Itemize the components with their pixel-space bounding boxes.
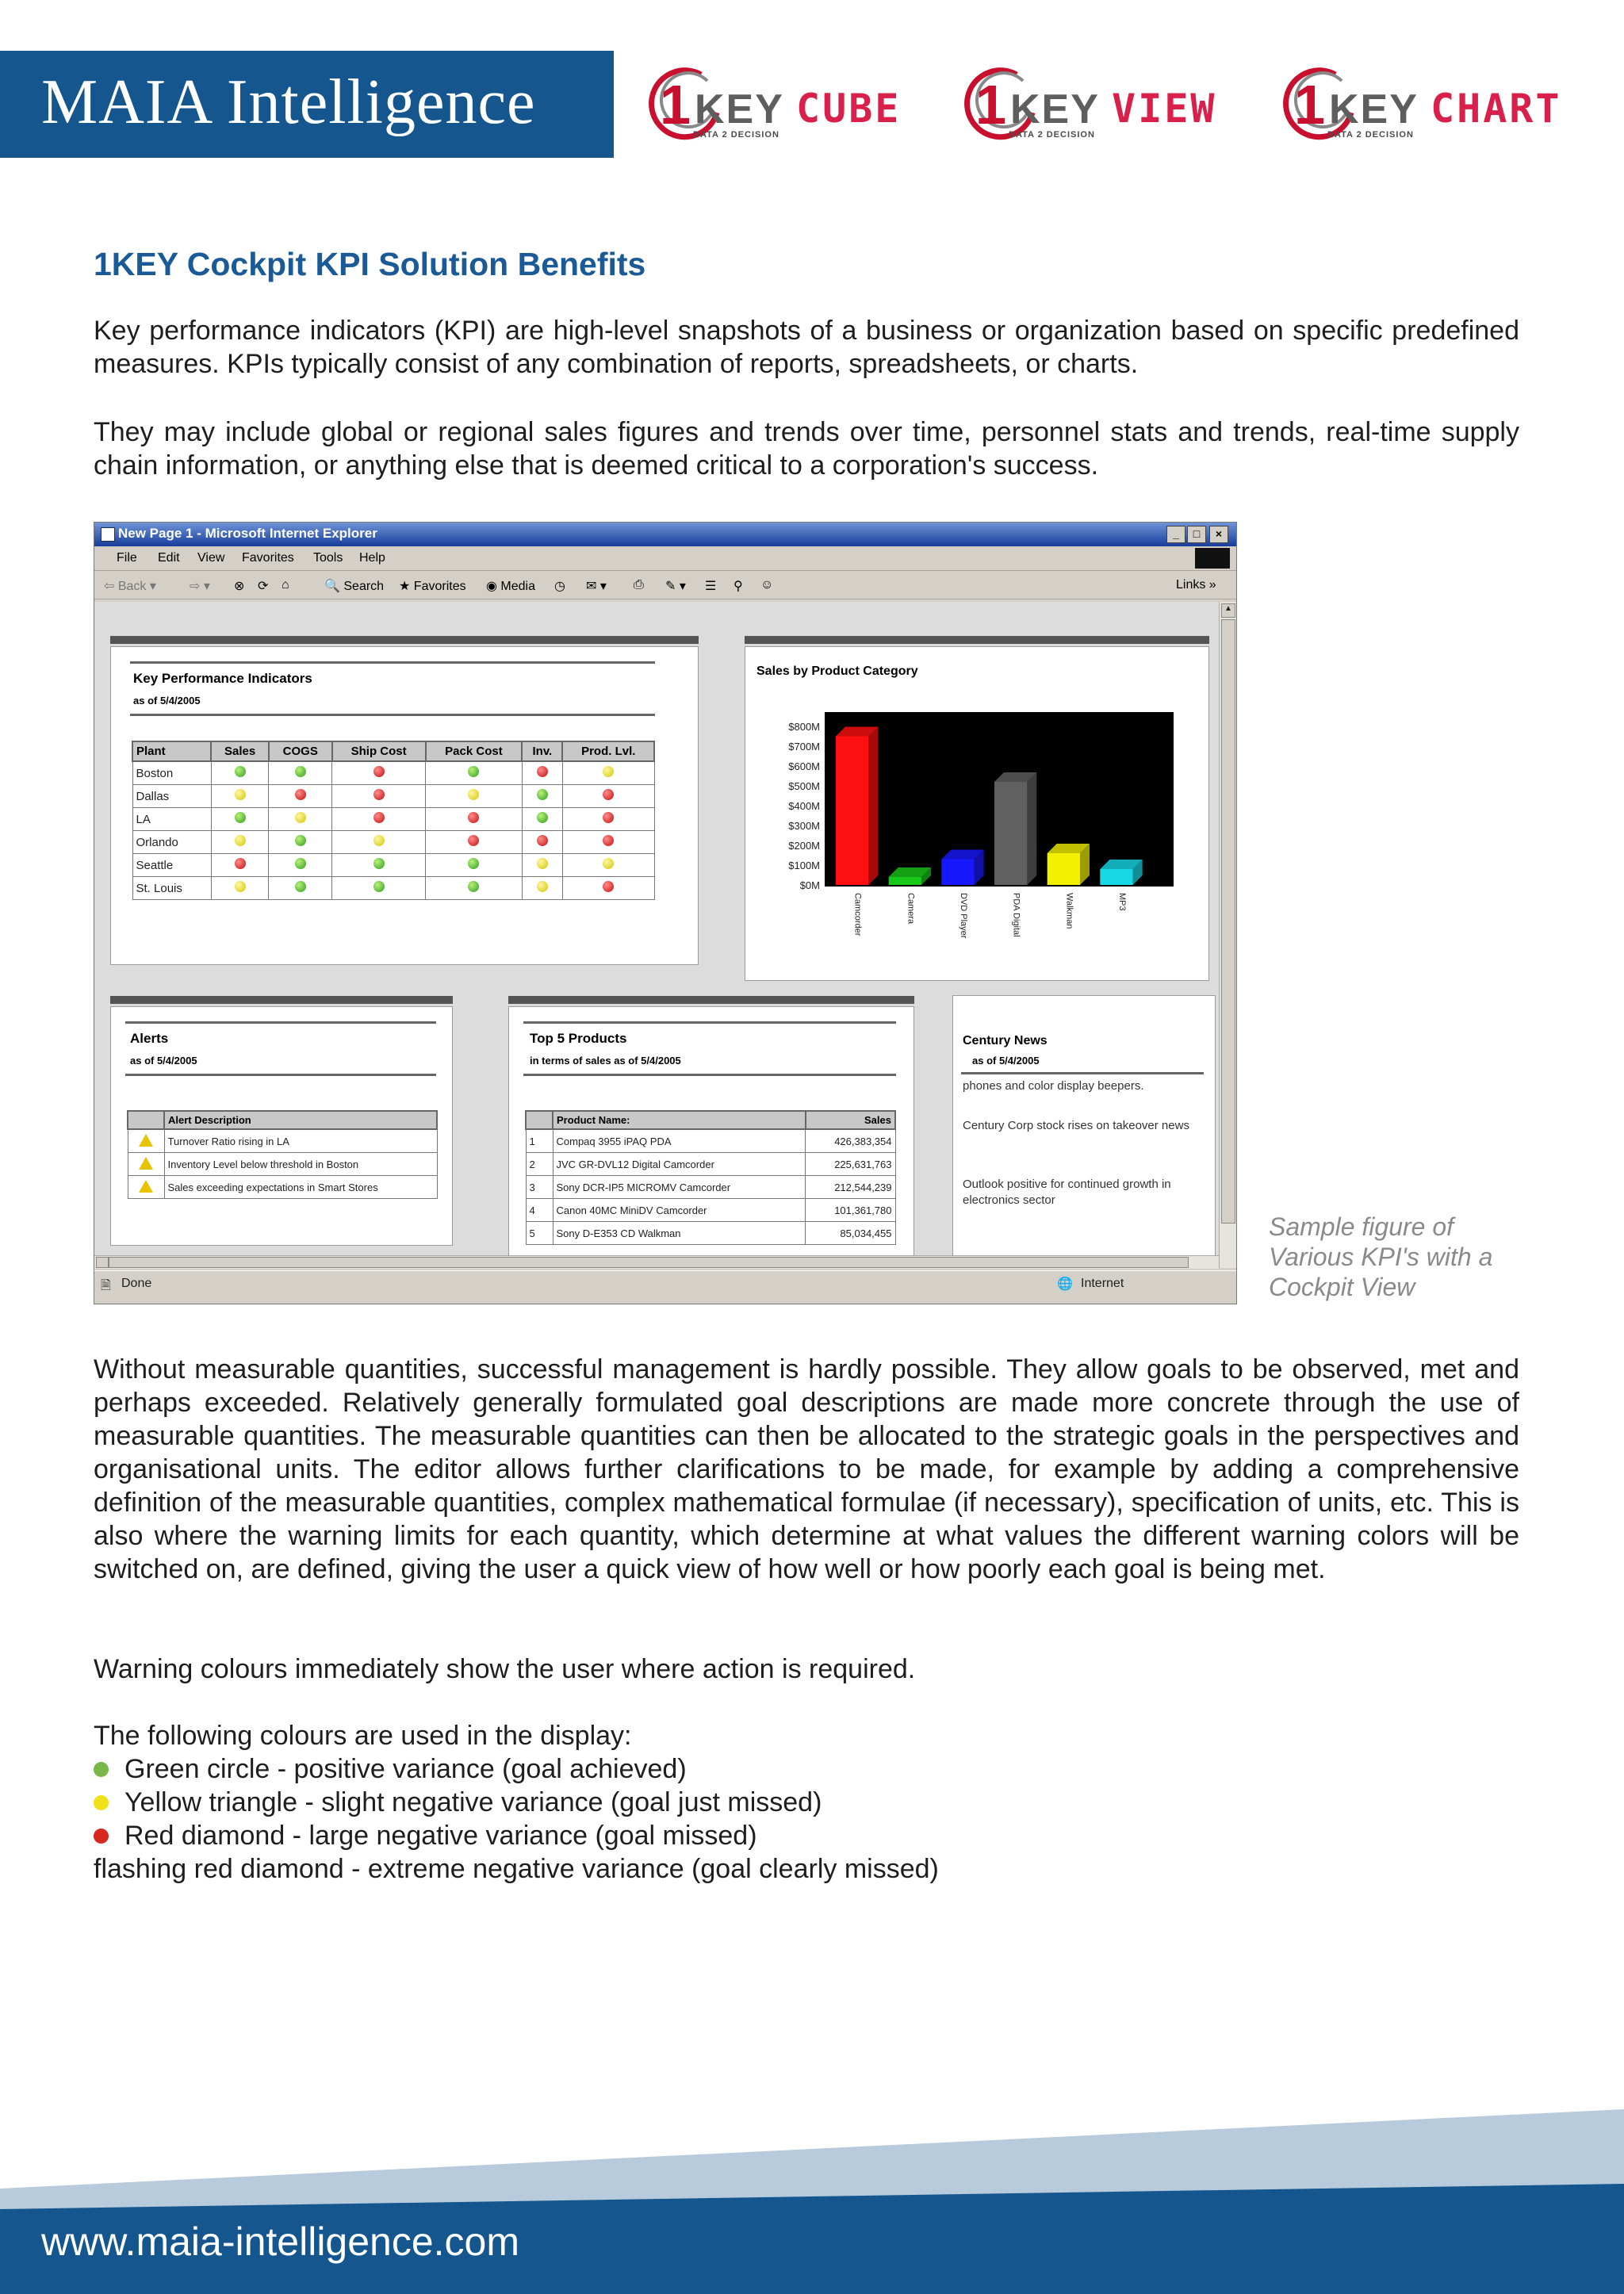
green-indicator-icon — [373, 881, 385, 892]
top5-panel — [508, 1006, 914, 1262]
product-row[interactable] — [526, 1176, 895, 1199]
home-icon[interactable]: ⌂ — [282, 578, 289, 592]
red-indicator-icon — [537, 766, 548, 777]
warning-icon — [139, 1134, 153, 1147]
logo-1key-view: 1 KEY VIEW DATA 2 DECISION — [961, 63, 1247, 146]
red-indicator-icon — [373, 766, 385, 777]
rank: 3 — [526, 1176, 553, 1199]
y-tick-label: $0M — [799, 879, 820, 891]
history-icon[interactable]: ◷ — [554, 580, 565, 593]
search-button[interactable]: 🔍 Search — [324, 580, 385, 593]
maximize-button[interactable]: □ — [1187, 526, 1206, 543]
menu-edit[interactable]: Edit — [158, 551, 180, 565]
divider — [130, 714, 655, 716]
status-bar — [94, 1270, 1236, 1296]
scroll-left-icon[interactable] — [96, 1257, 109, 1268]
figure-caption: Sample figure of Various KPI's with a Cockpit View — [1269, 1212, 1493, 1301]
product-name: JVC GR-DVL12 Digital Camcorder — [553, 1153, 806, 1176]
divider — [130, 661, 655, 664]
warning-icon — [139, 1180, 153, 1193]
x-tick-label: Camera — [906, 893, 916, 925]
panel-header-bar — [110, 996, 453, 1004]
red-indicator-icon — [468, 835, 479, 846]
divider — [125, 1021, 436, 1024]
close-button[interactable]: × — [1209, 526, 1228, 543]
bar — [889, 877, 921, 885]
alerts-date: as of 5/4/2005 — [130, 1055, 197, 1067]
red-indicator-icon — [603, 881, 614, 892]
y-tick-label: $600M — [788, 760, 820, 772]
top5-subtitle: in terms of sales as of 5/4/2005 — [530, 1055, 681, 1067]
green-indicator-icon — [468, 858, 479, 869]
window-title: New Page 1 - Microsoft Internet Explorer — [118, 526, 377, 541]
green-indicator-icon — [295, 881, 306, 892]
news-item[interactable]: Century Corp stock rises on takeover news — [963, 1119, 1189, 1132]
kpi-panel — [110, 646, 699, 965]
menu-view[interactable]: View — [197, 551, 225, 565]
minimize-button[interactable]: _ — [1166, 526, 1185, 543]
kpi-table — [132, 741, 655, 900]
news-item[interactable]: phones and color display beepers. — [963, 1079, 1144, 1093]
rank: 4 — [526, 1199, 553, 1222]
kpi-column-header: Pack Cost — [426, 741, 523, 761]
page-icon: 🗎 — [101, 1279, 111, 1293]
scroll-up-icon[interactable]: ▲ — [1221, 603, 1235, 618]
yellow-indicator-icon — [235, 789, 246, 800]
divider — [961, 1072, 1204, 1074]
product-row[interactable] — [526, 1222, 895, 1245]
print-icon[interactable]: ⎙ — [634, 578, 644, 592]
product-name: Canon 40MC MiniDV Camcorder — [553, 1199, 806, 1222]
windows-logo-icon — [1195, 548, 1230, 569]
green-indicator-icon — [468, 881, 479, 892]
x-tick-label: MP3 — [1117, 893, 1127, 911]
x-tick-label: PDA Digital — [1011, 893, 1021, 937]
plant-name: St. Louis — [132, 877, 211, 900]
research-icon[interactable]: ⚲ — [733, 580, 743, 593]
yellow-indicator-icon — [537, 858, 548, 869]
y-tick-label: $800M — [788, 721, 820, 733]
product-name-header: Product Name: — [553, 1111, 806, 1129]
internet-zone-icon: 🌐 — [1057, 1277, 1073, 1291]
bar — [941, 860, 974, 886]
product-sales: 101,361,780 — [806, 1199, 895, 1222]
alerts-panel — [110, 1006, 453, 1246]
green-indicator-icon — [235, 812, 246, 823]
product-name: Compaq 3955 iPAQ PDA — [553, 1129, 806, 1153]
yellow-indicator-icon — [373, 835, 385, 846]
kpi-row — [132, 785, 654, 808]
sales-header: Sales — [806, 1111, 895, 1129]
panel-header-bar — [508, 996, 914, 1004]
kpi-column-header: Sales — [211, 741, 269, 761]
bar — [994, 782, 1027, 885]
browser-content — [94, 602, 1219, 1268]
warning-icon — [139, 1157, 153, 1170]
plant-name: Dallas — [132, 785, 211, 808]
menu-favorites[interactable]: Favorites — [242, 551, 294, 565]
green-indicator-icon — [295, 766, 306, 777]
green-indicator-icon — [235, 766, 246, 777]
kpi-title: Key Performance Indicators — [133, 671, 312, 686]
panel-header-bar — [745, 636, 1209, 644]
x-tick-label: Walkman — [1064, 893, 1074, 929]
alert-description-header: Alert Description — [164, 1111, 437, 1129]
plant-name: Boston — [132, 761, 211, 785]
alert-row[interactable] — [128, 1176, 437, 1199]
y-tick-label: $100M — [788, 860, 820, 871]
red-indicator-icon — [468, 812, 479, 823]
news-item[interactable]: Outlook positive for continued growth in electronics sector — [963, 1178, 1171, 1207]
rank: 1 — [526, 1129, 553, 1153]
bar — [836, 737, 868, 886]
green-indicator-icon — [468, 766, 479, 777]
rank: 2 — [526, 1153, 553, 1176]
y-tick-label: $700M — [788, 741, 820, 753]
product-sales: 426,383,354 — [806, 1129, 895, 1153]
divider — [523, 1074, 896, 1076]
news-title: Century News — [963, 1034, 1048, 1047]
news-list — [963, 1078, 1204, 1208]
top5-table — [525, 1110, 896, 1245]
kpi-column-header: Inv. — [522, 741, 562, 761]
brand-name: MAIA Intelligence — [41, 67, 536, 137]
red-indicator-icon — [373, 789, 385, 800]
cockpit-screenshot — [94, 522, 1237, 1304]
status-text: Done — [121, 1277, 152, 1290]
bullet-flashing-red: flashing red diamond - extreme negative variance (goal clearly missed) — [94, 1854, 939, 1884]
kpi-row — [132, 761, 654, 785]
divider — [125, 1074, 436, 1076]
back-button[interactable]: ⇦ Back ▾ — [104, 580, 156, 593]
alert-text: Inventory Level below threshold in Boston — [164, 1153, 437, 1176]
news-date: as of 5/4/2005 — [972, 1055, 1040, 1067]
favorites-button[interactable]: ★ Favorites — [399, 580, 466, 593]
product-name: Sony DCR-IP5 MICROMV Camcorder — [553, 1176, 806, 1199]
red-indicator-icon — [603, 812, 614, 823]
panel-header-bar — [110, 636, 699, 644]
product-sales: 85,034,455 — [806, 1222, 895, 1245]
warning-colours-paragraph: Warning colours immediately show the user where action is required. — [94, 1654, 916, 1684]
y-tick-label: $300M — [788, 820, 820, 832]
x-tick-label: DVD Player — [959, 893, 968, 939]
messenger-icon[interactable]: ☺ — [760, 578, 774, 592]
scroll-thumb[interactable] — [1221, 619, 1235, 1224]
divider — [523, 1021, 896, 1024]
yellow-indicator-icon — [468, 789, 479, 800]
footer-url[interactable]: www.maia-intelligence.com — [41, 2219, 520, 2264]
alerts-table — [127, 1110, 438, 1199]
y-tick-label: $200M — [788, 840, 820, 852]
x-tick-label: Camcorder — [852, 893, 863, 936]
edit-icon[interactable]: ✎ ▾ — [665, 580, 686, 593]
mail-icon[interactable]: ✉ ▾ — [586, 580, 607, 593]
top5-title: Top 5 Products — [530, 1031, 627, 1046]
bullet-yellow: Yellow triangle - slight negative variance (goal just missed) — [94, 1786, 822, 1819]
green-indicator-icon — [373, 858, 385, 869]
product-name: Sony D-E353 CD Walkman — [553, 1222, 806, 1245]
sales-bar-chart — [745, 647, 1208, 980]
green-indicator-icon — [537, 812, 548, 823]
links-button[interactable]: Links » — [1176, 578, 1216, 592]
alert-row[interactable] — [128, 1153, 437, 1176]
kpi-row — [132, 877, 654, 900]
ie-icon — [101, 527, 115, 542]
plant-name: LA — [132, 808, 211, 831]
footer-band — [0, 2109, 1624, 2294]
toolbar — [94, 572, 1236, 599]
colours-intro: The following colours are used in the display: — [94, 1721, 632, 1751]
window-titlebar — [94, 523, 1236, 546]
bullet-green: Green circle - positive variance (goal achieved) — [94, 1752, 687, 1786]
measurable-quantities-paragraph: Without measurable quantities, successful management is hardly possible. They allow goals to be observed, met and perhaps exceeded. Relatively generally formulated goal descriptions are made more concrete through the use of measurable quantities. The measurable quantities can then be allocated to the strategic goals in the perspectives and organisational units. The editor allows further clarifications to be made, for example by adding a comprehensive definition of the measurable quantities, complex mathematical formulae (if necessary), specification of units, etc. This is also where the warning limits for each quantity, which determine at what values the different warning colors will be switched on, are defined, giving the user a quick view of how well or how poorly each goal is being met. — [94, 1354, 1519, 1584]
kpi-column-header: COGS — [269, 741, 332, 761]
product-sales: 212,544,239 — [806, 1176, 895, 1199]
hscroll-thumb[interactable] — [109, 1257, 1189, 1268]
product-sales: 225,631,763 — [806, 1153, 895, 1176]
news-panel — [952, 995, 1216, 1258]
kpi-column-header: Ship Cost — [332, 741, 426, 761]
red-indicator-icon — [373, 812, 385, 823]
intro-paragraph: Key performance indicators (KPI) are high-level snapshots of a business or organization based on specific predefined measures. KPIs typically consist of any combination of reports, spreadsheets, or charts. — [94, 316, 1519, 379]
horizontal-scrollbar[interactable] — [94, 1255, 1219, 1269]
kpi-row — [132, 808, 654, 831]
kpi-column-header: Plant — [132, 741, 211, 761]
kpi-row — [132, 831, 654, 854]
product-row[interactable] — [526, 1153, 895, 1176]
product-row[interactable] — [526, 1129, 895, 1153]
page-title: 1KEY Cockpit KPI Solution Benefits — [94, 246, 646, 282]
product-row[interactable] — [526, 1199, 895, 1222]
bar — [1100, 869, 1132, 885]
refresh-icon[interactable]: ⟳ — [258, 580, 269, 593]
bullet-red: Red diamond - large negative variance (goal missed) — [94, 1819, 757, 1852]
green-indicator-icon — [295, 835, 306, 846]
yellow-indicator-icon — [235, 835, 246, 846]
y-tick-label: $500M — [788, 780, 820, 792]
alert-row[interactable] — [128, 1129, 437, 1153]
y-tick-label: $400M — [788, 800, 820, 812]
alerts-title: Alerts — [130, 1031, 169, 1046]
logo-1key-chart: 1 KEY CHART DATA 2 DECISION — [1280, 63, 1565, 146]
menu-tools[interactable]: Tools — [313, 551, 343, 565]
stop-icon[interactable]: ⊗ — [234, 580, 245, 593]
red-indicator-icon — [603, 789, 614, 800]
yellow-circle-icon — [94, 1795, 109, 1810]
media-button[interactable]: ◉ Media — [486, 580, 535, 593]
kpi-header-row — [132, 741, 654, 761]
plant-name: Seattle — [132, 854, 211, 877]
yellow-indicator-icon — [603, 766, 614, 777]
bar-side — [1027, 772, 1036, 885]
green-circle-icon — [94, 1762, 109, 1777]
red-indicator-icon — [537, 835, 548, 846]
bar-side — [868, 727, 878, 886]
alert-text: Sales exceeding expectations in Smart Stores — [164, 1176, 437, 1199]
green-indicator-icon — [295, 858, 306, 869]
kpi-column-header: Prod. Lvl. — [562, 741, 654, 761]
yellow-indicator-icon — [295, 812, 306, 823]
red-indicator-icon — [603, 835, 614, 846]
menu-help[interactable]: Help — [359, 551, 385, 565]
rank: 5 — [526, 1222, 553, 1245]
red-circle-icon — [94, 1829, 109, 1844]
zone-label: Internet — [1081, 1277, 1124, 1290]
menu-bar — [94, 546, 1236, 571]
bar — [1048, 853, 1080, 885]
menu-file[interactable]: File — [117, 551, 137, 565]
kpi-row — [132, 854, 654, 877]
alert-text: Turnover Ratio rising in LA — [164, 1129, 437, 1153]
discuss-icon[interactable]: ☰ — [705, 580, 717, 593]
forward-button[interactable]: ⇨ ▾ — [190, 580, 210, 593]
yellow-indicator-icon — [235, 881, 246, 892]
red-indicator-icon — [235, 858, 246, 869]
examples-paragraph: They may include global or regional sales figures and trends over time, personnel stats and trends, real-time supply chain information, or anything else that is deemed critical to a corporation's success. — [94, 417, 1519, 481]
chart-title: Sales by Product Category — [756, 664, 918, 678]
sales-chart-panel — [745, 646, 1209, 981]
plant-name: Orlando — [132, 831, 211, 854]
logo-1key-cube: 1 KEY CUBE DATA 2 DECISION — [645, 63, 931, 146]
yellow-indicator-icon — [537, 881, 548, 892]
vertical-scrollbar[interactable] — [1219, 602, 1237, 1268]
kpi-date: as of 5/4/2005 — [133, 695, 201, 707]
green-indicator-icon — [537, 789, 548, 800]
red-indicator-icon — [295, 789, 306, 800]
yellow-indicator-icon — [603, 858, 614, 869]
